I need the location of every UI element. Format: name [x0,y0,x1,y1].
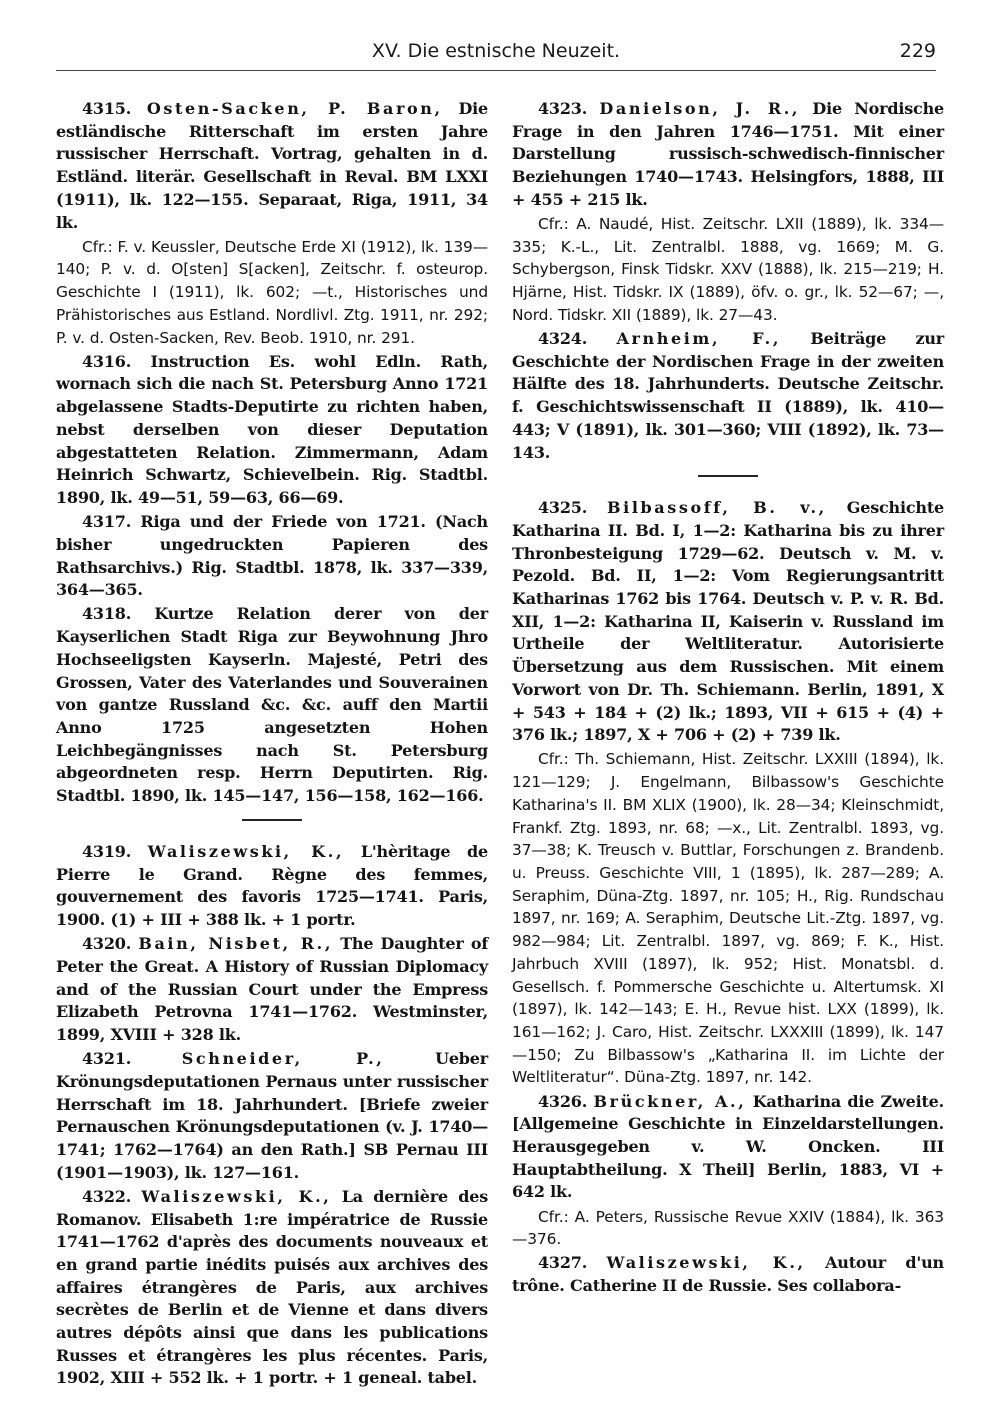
entry-title: The Daughter of Peter the Great. A History of Russian Diplomacy and of the Russian Court under the Empress Elizabeth Petrovna 1741—1762. Westminster, 1899, XVIII + 328 lk. [56,934,489,1044]
entry-author: Schneider, P., [181,1049,385,1069]
entry-4326-cfr: Cfr.: A. Peters, Russische Revue XXIV (1884), lk. 363—376. [512,1207,944,1249]
entry-title: Die estländische Ritterschaft im ersten Jahre russischer Herrschaft. Vortrag, gehalten in d. Estländ. literär. Gesellschaft in Reval. BM LXXI (1911), lk. 122—155. Separaat, Riga, 1911, 34 lk. [56,99,488,232]
entry-number: 4320. [82,934,132,954]
section-divider [698,475,758,477]
entry-4322 [56,1186,488,1390]
entry-4324 [512,328,944,464]
entry-number: 4326. [538,1091,588,1111]
entry-author: Osten-Sacken, P. Baron, [146,99,443,118]
header-rule [56,70,936,71]
entry-4317 [56,511,488,602]
entry-title: Die Nordische Frage in den Jahren 1746—1751. Mit einer Darstellung russisch-schwedisch-finnischer Beziehungen 1740—1743. Helsingfors, 1888, III + 455 + 215 lk. [512,99,944,209]
entry-4323 [512,98,944,212]
entry-number: 4322. [82,1186,132,1206]
entry-4315 [56,98,488,234]
entry-number: 4315. [82,99,132,118]
entry-number: 4323. [538,99,588,118]
entry-author: Arnheim, F., [616,329,781,349]
chapter-title: XV. Die estnische Neuzeit. [371,40,621,62]
entry-author: Brückner, A., [593,1091,747,1111]
entry-4318 [56,603,488,807]
right-column [512,98,944,1299]
entry-number: 4321. [82,1049,132,1069]
entry-author: Bain, Nisbet, R., [138,934,333,954]
entry-4325 [512,497,944,747]
entry-title: Katharina die Zweite. [Allgemeine Geschichte in Einzeldarstellungen. Herausgegeben v. W. Oncken. III Hauptabtheilung. X Theil] Berlin, 1883, VI + 642 lk. [512,1091,945,1202]
left-column [56,98,488,1392]
entry-4315-cfr: Cfr.: F. v. Keussler, Deutsche Erde XI (1912), lk. 139—140; P. v. d. O[sten] S[acken], Zeitschr. f. osteurop. Geschichte I (1911), lk. 602; —t., Historisches und Prähistorisches aus Estland. Nordlivl. Ztg. 1911, nr. 292; P. v. d. Osten-Sacken, Rev. Beob. 1910, nr. 291. [56,237,488,347]
page-number: 229 [899,40,936,62]
entry-4326 [512,1091,944,1205]
entry-title: Riga und der Friede von 1721. (Nach bisher ungedruckten Papieren des Rathsarchivs.) Rig. Stadtbl. 1878, lk. 337—339, 364—365. [56,512,488,600]
entry-number: 4324. [538,329,588,349]
entry-number: 4318. [82,604,132,624]
entry-author: Waliszewski, K., [606,1253,806,1273]
entry-title: Autour d'un trône. Catherine II de Russie. Ses collabora- [512,1253,944,1296]
entry-4327 [512,1252,944,1297]
entry-4321 [56,1048,488,1184]
entry-number: 4327. [538,1253,588,1273]
entry-title: L'hèritage de Pierre le Grand. Règne des femmes, gouvernement des favoris 1725—1741. Paris, 1900. (1) + III + 388 lk. + 1 portr. [56,841,489,929]
entry-title: Geschichte Katharina II. Bd. I, 1—2: Katharina bis zu ihrer Thronbesteigung 1729—62. Deutsch v. M. v. Pezold. Bd. II, 1—2: Vom Regierungsantritt Katharinas 1762 bis 1764. Deutsch v. P. v. R. Bd. XII, 1—2: Katharina II, Kaiserin v. Russland im Urtheile der Weltliteratur. Autorisierte Übersetzung aus dem Russischen. Mit einem Vorwort von Dr. Th. Schiemann. Berlin, 1891, X + 543 + 184 + (2) lk.; 1893, VII + 615 + (4) + 376 lk.; 1897, X + 706 + (2) + 739 lk. [512,498,945,745]
entry-4319 [56,841,488,932]
entry-title: Instruction Es. wohl Edln. Rath, wornach sich die nach St. Petersburg Anno 1721 abgelassene Stadts-Deputirte zu richten haben, nebst derselben von dieser Deputation abgestatteten Relation. Zimmermann, Adam Heinrich Schwartz, Schievelbein. Rig. Stadtbl. 1890, lk. 49—51, 59—63, 66—69. [56,351,488,507]
entry-number: 4319. [82,841,132,861]
entry-4323-cfr: Cfr.: A. Naudé, Hist. Zeitschr. LXII (1889), lk. 334—335; K.-L., Lit. Zentralbl. 1888, vg. 1669; M. G. Schybergson, Finsk Tidskr. XXV (1888), lk. 215—219; H. Hjärne, Hist. Tidskr. IX (1889), öfv. o. gr., lk. 52—67; —, Nord. Tidskr. XII (1889), lk. 27—43. [512,215,944,324]
entry-title: Kurtze Relation derer von der Kayserlichen Stadt Riga zur Beywohnung Jhro Hochseeligsten Kayserln. Majesté, Petri des Grossen, Vater des Vaterlandes und Souverainen von gantze Russland &c. &c. auff den Martii Anno 1725 angesetzten Hohen Leichbegängnisses nach St. Petersburg abgeordneten resp. Herrn Deputirten. Rig. Stadtbl. 1890, lk. 145—147, 156—158, 162—166. [56,604,488,806]
entry-4325-cfr: Cfr.: Th. Schiemann, Hist. Zeitschr. LXXIII (1894), lk. 121—129; J. Engelmann, Bilbassow's Geschichte Katharina's II. BM XLIX (1900), lk. 28—34; Kleinschmidt, Frankf. Ztg. 1893, nr. 68; —x., Lit. Zentralbl. 1893, vg. 37—38; K. Treusch v. Buttlar, Forschungen z. Brandenb. u. Preuss. Geschichte VIII, 1 (1895), lk. 287—289; A. Seraphim, Düna-Ztg. 1897, nr. 105; H., Rig. Rundschau 1897, nr. 169; A. Seraphim, Deutsche Lit.-Ztg. 1897, vg. 982—984; Lit. Zentralbl. 1897, vg. 869; F. K., Hist. Jahrbuch XVIII (1897), lk. 952; Hist. Monatsbl. d. Gesellsch. f. Pommersche Geschichte u. Altertumsk. XI (1897), lk. 142—143; E. H., Revue hist. LXX (1899), lk. 161—162; J. Caro, Hist. Zeitschr. LXXXIII (1899), lk. 147—150; Zu Bilbassow's „Katharina II. im Lichte der Weltliteratur“. Düna-Ztg. 1897, nr. 142. [512,750,944,1087]
entry-number: 4325. [538,498,588,518]
entry-title: Ueber Krönungsdeputationen Pernaus unter russischer Herrschaft im 18. Jahrhundert. [Briefe zweier Pernauschen Krönungsdeputationen (v. J. 1740—1741; 1762—1764) an den Rath.] SB Pernau III (1901—1903), lk. 127—161. [56,1049,489,1182]
entry-number: 4317. [82,512,132,532]
entry-4316 [56,351,488,510]
entry-title: La dernière des Romanov. Elisabeth 1:re impératrice de Russie 1741—1762 d'après des documents nouveaux et en grand partie inédits puisés aux archives des affaires étrangères de Paris, aux archives secrètes de Berlin et de Vienne et dans divers autres dépôts ainsi que dans les publications Russes et étrangères les plus récentes. Paris, 1902, XIII + 552 lk. + 1 portr. + 1 geneal. tabel. [56,1186,489,1388]
entry-4320 [56,933,488,1047]
entry-title: Beiträge zur Geschichte der Nordischen Frage in der zweiten Hälfte des 18. Jahrhunderts. Deutsche Zeitschr. f. Geschichtswissenschaft II (1889), lk. 410—443; V (1891), lk. 301—360; VIII (1892), lk. 73—143. [512,329,945,462]
entry-author: Waliszewski, K., [147,841,345,861]
entry-author: Bilbassoff, B. v., [607,498,827,518]
running-header [56,38,936,78]
entry-number: 4316. [82,351,132,371]
entry-author: Waliszewski, K., [141,1186,332,1206]
entry-author: Danielson, J. R., [599,99,801,118]
section-divider [242,819,302,821]
